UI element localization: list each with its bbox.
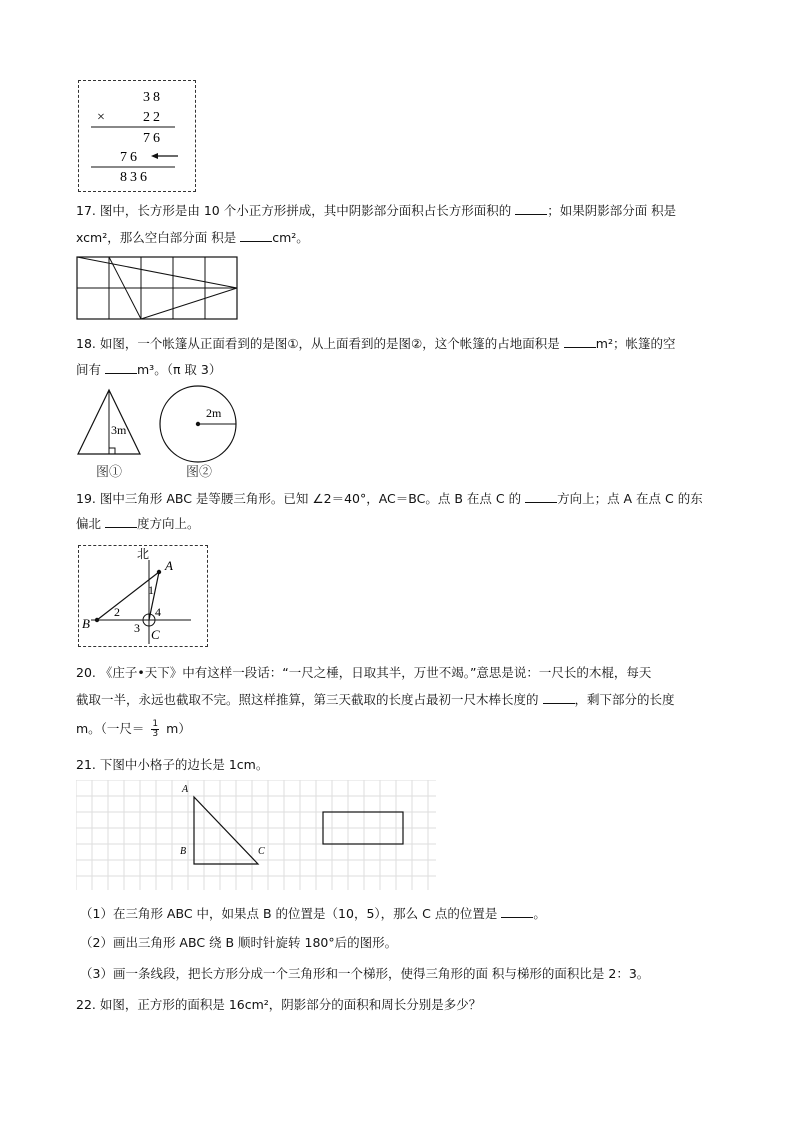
q21-label-b: B bbox=[180, 846, 187, 857]
q19-label-b: B bbox=[82, 616, 90, 631]
q20-text-2b: ，剩下部分的长度 bbox=[574, 692, 675, 707]
q18-blank-1[interactable] bbox=[564, 334, 596, 348]
q18-blank-2[interactable] bbox=[105, 360, 137, 374]
q20-blank-1[interactable] bbox=[543, 690, 575, 704]
q18-fig1-caption: 图① bbox=[96, 464, 123, 479]
q21-blank-1[interactable] bbox=[501, 904, 533, 918]
q21-intro-text: 21. 下图中小格子的边长是 1cm。 bbox=[76, 757, 269, 772]
q20-text-3b: m） bbox=[166, 721, 191, 736]
q17-text-1b: ；如果阴影部分面 积是 bbox=[547, 203, 677, 218]
q20-line-2 bbox=[76, 690, 675, 709]
mult-multiplier: 22 bbox=[143, 110, 163, 125]
mult-partial-2: 76 bbox=[120, 150, 140, 165]
q21-sub1-text-a: （1）在三角形 ABC 中，如果点 B 的位置是（10，5），那么 C 点的位置是 bbox=[80, 906, 498, 921]
q18-line-2 bbox=[76, 360, 221, 379]
q18-text-2a: 间有 bbox=[76, 362, 102, 377]
q17-line-2 bbox=[76, 228, 309, 247]
q18-fig2-radius-label: 2m bbox=[206, 406, 222, 420]
q21-sub3-text: （3）画一条线段，把长方形分成一个三角形和一个梯形，使得三角形的面 积与梯形的面积比是 2：3。 bbox=[80, 966, 650, 981]
q19-text-1b: 方向上；点 A 在点 C 的东 bbox=[557, 491, 703, 506]
q17-blank-1[interactable] bbox=[515, 201, 547, 215]
q18-line-1 bbox=[76, 334, 675, 353]
q21-sub2-text: （2）画出三角形 ABC 绕 B 顺时针旋转 180°后的图形。 bbox=[80, 935, 398, 950]
q18-figure-2 bbox=[158, 384, 242, 480]
q21-sub-1 bbox=[80, 904, 546, 923]
q20-fraction bbox=[151, 720, 159, 739]
q18-fig1-height-label: 3m bbox=[111, 423, 127, 437]
q18-text-1b: m²；帐篷的空 bbox=[595, 336, 676, 351]
q22-line bbox=[76, 996, 481, 1014]
q19-label-a: A bbox=[165, 558, 173, 573]
q21-sub-2 bbox=[80, 934, 397, 952]
q19-line-1 bbox=[76, 489, 703, 508]
q19-blank-2[interactable] bbox=[105, 514, 137, 528]
q19-blank-1[interactable] bbox=[525, 489, 557, 503]
q18-figure-1 bbox=[74, 386, 144, 480]
q19-angle-1: 1 bbox=[148, 583, 154, 597]
q21-label-c: C bbox=[258, 846, 265, 857]
q20-line-3 bbox=[76, 720, 191, 739]
mult-top: 38 bbox=[143, 90, 163, 105]
q21-grid-figure bbox=[76, 780, 438, 892]
mult-partial-1: 76 bbox=[143, 131, 163, 146]
q20-text-2a: 截取一半，永远也截取不完。照这样推算，第三天截取的长度占最初一尺木棒长度的 bbox=[76, 692, 539, 707]
q19-figure-svg bbox=[79, 546, 207, 646]
q18-text-1a: 18. 如图，一个帐篷从正面看到的是图①，从上面看到的是图②，这个帐篷的占地面积是 bbox=[76, 336, 560, 351]
q19-figure bbox=[78, 545, 208, 647]
q19-text-1a: 19. 图中三角形 ABC 是等腰三角形。已知 ∠2＝40°，AC＝BC。点 B 在点 C 的 bbox=[76, 491, 522, 506]
mult-result: 836 bbox=[120, 170, 150, 185]
q21-intro bbox=[76, 756, 268, 774]
q21-sub1-text-b: 。 bbox=[533, 906, 546, 921]
q21-label-a: A bbox=[182, 784, 189, 795]
q19-text-2a: 偏北 bbox=[76, 516, 102, 531]
q19-angle-3: 3 bbox=[134, 621, 140, 635]
q19-label-c: C bbox=[151, 627, 160, 642]
q20-line-1 bbox=[76, 664, 651, 682]
q17-text-2a: xcm²，那么空白部分面 积是 bbox=[76, 230, 237, 245]
q17-text-2b: cm²。 bbox=[272, 230, 309, 245]
multiplication-svg bbox=[79, 81, 195, 191]
q21-sub-3 bbox=[80, 965, 649, 983]
q17-blank-2[interactable] bbox=[240, 228, 272, 242]
q19-angle-2: 2 bbox=[114, 605, 120, 619]
mult-operator: × bbox=[97, 110, 105, 125]
q20-fraction-numerator: 1 bbox=[152, 719, 159, 729]
q18-text-2b: m³。（π 取 3） bbox=[137, 362, 222, 377]
q19-angle-4: 4 bbox=[155, 605, 161, 619]
multiplication-figure bbox=[78, 80, 196, 192]
q17-line-1 bbox=[76, 201, 676, 220]
q20-text-3a: m。（一尺＝ bbox=[76, 721, 145, 736]
q17-text-1a: 17. 图中，长方形是由 10 个小正方形拼成，其中阴影部分面积占长方形面积的 bbox=[76, 203, 512, 218]
q17-grid-figure bbox=[76, 256, 240, 322]
q19-north-label: 北 bbox=[137, 547, 150, 561]
arrow-left-icon bbox=[151, 153, 178, 159]
q20-text-1: 20. 《庄子•天下》中有这样一段话：“一尺之棰，日取其半，万世不竭。”意思是说：一尺长的木棍，每天 bbox=[76, 665, 652, 680]
q19-line-2 bbox=[76, 514, 200, 533]
q22-text: 22. 如图，正方形的面积是 16cm²，阴影部分的面积和周长分别是多少？ bbox=[76, 997, 482, 1012]
q19-text-2b: 度方向上。 bbox=[137, 516, 200, 531]
q21-grid-lines bbox=[76, 780, 436, 890]
q18-fig2-caption: 图② bbox=[186, 464, 213, 479]
q20-fraction-denominator: 3 bbox=[152, 729, 159, 739]
